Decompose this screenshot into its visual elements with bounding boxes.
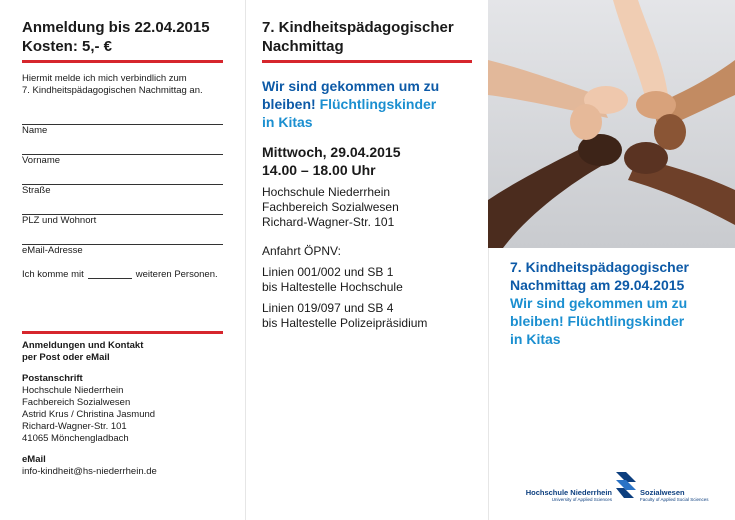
hn-logo-icon [616, 472, 636, 498]
event-date: Mittwoch, 29.04.2015 [262, 144, 401, 160]
email-label: eMail-Adresse [22, 245, 83, 256]
intro-line-1: Hiermit melde ich mich verbindlich zum [22, 73, 187, 84]
persons-line [22, 269, 223, 281]
contact-heading-2: per Post oder eMail [22, 352, 110, 363]
transit-line: Linien 001/002 und SB 1 [262, 265, 394, 279]
name-field[interactable] [22, 107, 223, 125]
email-link[interactable]: info-kindheit@hs-niederrhein.de [22, 466, 157, 477]
transit-line: Linien 019/097 und SB 4 [262, 301, 394, 315]
transit-line: bis Haltestelle Polizeipräsidium [262, 316, 428, 330]
logo-left-sub: University of Applied Sciences [551, 497, 612, 502]
linked-hands-illustration [488, 0, 735, 248]
event-time: 14.00 – 18.00 Uhr [262, 162, 376, 178]
postanschrift-label: Postanschrift [22, 373, 83, 384]
address-line: Fachbereich Sozialwesen [22, 397, 131, 408]
logo-right-main: Sozialwesen [640, 488, 685, 497]
strasse-field[interactable] [22, 167, 223, 185]
address-line: Hochschule Niederrhein [22, 385, 124, 396]
email-contact-label: eMail [22, 454, 46, 465]
address-line: Astrid Krus / Christina Jasmund [22, 409, 156, 420]
red-rule-2 [22, 331, 223, 334]
cost-heading: Kosten: 5,- € [22, 38, 113, 55]
cover-subtitle-3: in Kitas [510, 331, 561, 347]
logo-right-sub: Faculty of Applied Social Sciences [640, 497, 709, 502]
cover-subtitle-1: Wir sind gekommen um zu [510, 295, 688, 311]
event-title-1: 7. Kindheitspädagogischer [262, 19, 454, 36]
red-rule [262, 60, 472, 63]
cover-subtitle-2: bleiben! Flüchtlingskinder [510, 313, 685, 329]
subtitle-line-3: in Kitas [262, 114, 313, 130]
intro-line-2: 7. Kindheitspädagogischen Nachmittag an. [22, 85, 203, 96]
persons-suffix: weiteren Personen. [135, 269, 218, 280]
plz-label: PLZ und Wohnort [22, 215, 97, 226]
name-label: Name [22, 125, 48, 136]
email-field[interactable] [22, 227, 223, 245]
venue-line: Fachbereich Sozialwesen [262, 200, 399, 214]
logo-left-main: Hochschule Niederrhein [525, 488, 612, 497]
address-line: Richard-Wagner-Str. 101 [22, 421, 127, 432]
address-line: 41065 Mönchengladbach [22, 433, 129, 444]
subtitle-line-1: Wir sind gekommen um zu [262, 78, 440, 94]
event-info-panel [245, 0, 488, 520]
cover-title-1: 7. Kindheitspädagogischer [510, 259, 689, 275]
vorname-label: Vorname [22, 155, 61, 166]
vorname-field[interactable] [22, 137, 223, 155]
event-title-2: Nachmittag [262, 38, 344, 55]
venue-line: Hochschule Niederrhein [262, 185, 391, 199]
linked-hands-photo [488, 0, 735, 248]
red-rule [22, 60, 223, 63]
hochschule-logo [524, 472, 724, 512]
venue-line: Richard-Wagner-Str. 101 [262, 215, 395, 229]
deadline-heading: Anmeldung bis 22.04.2015 [22, 19, 210, 36]
transit-line: bis Haltestelle Hochschule [262, 280, 403, 294]
subtitle-fluechtlingskinder: Flüchtlingskinder [319, 96, 437, 112]
persons-count-field[interactable] [88, 278, 132, 279]
persons-prefix: Ich komme mit [22, 269, 84, 280]
cover-title-2: Nachmittag am 29.04.2015 [510, 277, 685, 293]
transit-label: Anfahrt ÖPNV: [262, 244, 341, 258]
registration-panel [0, 0, 245, 520]
subtitle-line-2 [262, 95, 472, 113]
strasse-label: Straße [22, 185, 51, 196]
plz-field[interactable] [22, 197, 223, 215]
cover-panel [488, 0, 735, 520]
subtitle-bleiben: bleiben! [262, 96, 320, 112]
contact-heading-1: Anmeldungen und Kontakt [22, 340, 144, 351]
